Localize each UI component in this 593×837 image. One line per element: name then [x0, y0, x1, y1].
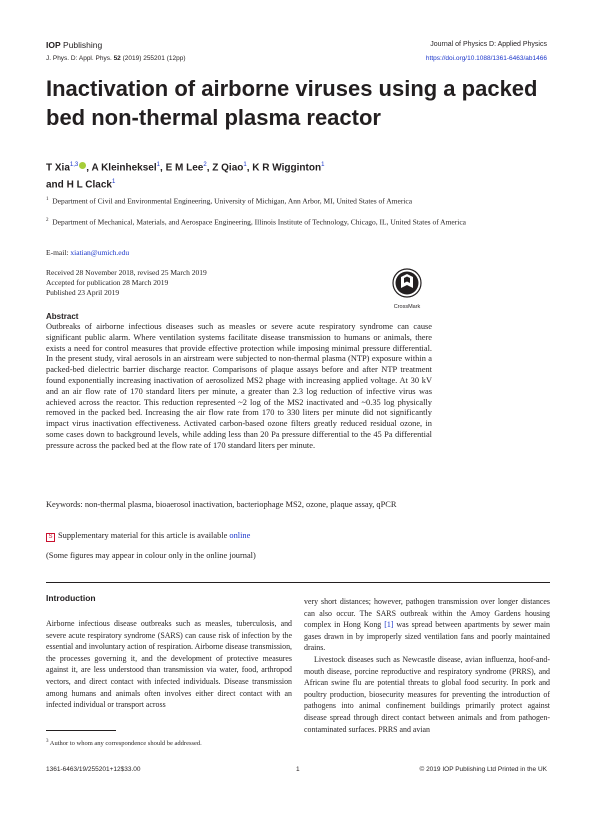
author-name: H L Clack: [66, 179, 112, 191]
author-affiliation-marker[interactable]: 1: [156, 162, 160, 168]
publication-dates: [46, 268, 207, 298]
footer-issn: 1361-6463/19/255201+12$33.00: [46, 766, 141, 773]
introduction-heading: Introduction: [46, 593, 96, 603]
journal-name: Journal of Physics D: Applied Physics: [430, 41, 547, 48]
intro-column-right: [304, 596, 550, 735]
footnote-divider: [46, 730, 116, 731]
author-affiliation-marker[interactable]: 1: [243, 162, 247, 168]
intro-paragraph-1: Airborne infectious disease outbreaks such as measles, tuberculosis, and severe acute respiratory syndrome (SARS) can cause risk of infection by the essential and involuntary action of respiration. Airborne disease transmission, the processes governing it, and the development of protective measures against it, are less understood than transmission via water, food, arthropod vectors, and direct contact with infected individuals. Disease transmission among humans and animals often involves either direct contact with an infected individual or transport across: [46, 619, 292, 710]
colour-note: (Some figures may appear in colour only in the online journal): [46, 551, 256, 560]
crossmark-icon: [392, 268, 422, 298]
intro-paragraph-1-cont: very short distances; however, pathogen transmission over longer distances can also occur. The SARS outbreak within the Amoy Gardens housing complex in Hong Kong [1] was spread between apartments by sewer main gases drawn in by improperly sized ventilation fans and poorly maintained drains.: [304, 597, 550, 653]
accepted-date: Accepted for publication 28 March 2019: [46, 278, 169, 287]
author-list: T Xia$^{1,3}$ , A Kleinheksel$^1$, E M Lee$^2$, Z Qiao$^1$, K R Wigginton$^1$ and H L Clack$^1$: [46, 162, 325, 191]
supplementary-icon: S: [46, 533, 55, 542]
author-affiliation-marker[interactable]: 2: [203, 162, 207, 168]
abstract-text: Outbreaks of airborne infectious diseases such as measles or severe acute respiratory syndrome can cause significant public alarm. Where ventilation systems facilitate disease transmission to humans or animals, there exists a need for control measures that provide effective protection while imposing minimal pressure differential. In the present study, viral aerosols in an airstream were subjected to non-thermal plasma (NTP) exposure within a packed-bed dielectric barrier discharge reactor. Comparisons of plaque assays before and after NTP treatment found exponentially increasing inactivation of aerosolized MS2 phage with increasing applied voltage. At 30 kV and an air flow rate of 170 standard liters per minute, a greater than 2.3 log reduction of infective virus was achieved across the reactor. This reduction represented ~2 log of the MS2 inactivated and ~0.35 log physically removed in the packed bed. Increasing the air flow rate from 170 to 330 liters per minute did not significantly impact virus inactivation effectiveness. Activated carbon-based ozone filters greatly reduced residual ozone, in some cases down to background levels, while adding less than 20 Pa pressure differential to the 45 Pa differential pressure across the packed bed at the flow rate of 170 standard liters per minute.: [46, 322, 432, 450]
author-separator: and: [46, 179, 67, 191]
section-divider: [46, 582, 550, 583]
author-name: Z Qiao: [212, 162, 244, 174]
author-name: K R Wigginton: [252, 162, 322, 174]
author-affiliation-marker[interactable]: 1,3: [69, 162, 79, 168]
footer-copyright: © 2019 IOP Publishing Ltd Printed in the UK: [419, 766, 547, 773]
doi-link[interactable]: https://doi.org/10.1088/1361-6463/ab1466: [425, 55, 547, 62]
footnote: $^3$ Author to whom any correspondence should be addressed.: [46, 739, 202, 748]
intro-paragraph-2: Livestock diseases such as Newcastle disease, avian influenza, hoof-and-mouth disease, porcine reproductive and respiratory syndrome (PRRS), and African swine flu are potential threats to global food security. In pork and poultry production, biosecurity measures for preventing the introduction of pathogens into animal confinement buildings primarily protect against disease spread through direct contact between animals and from pathogen-contaminated surfaces. PRRS and avian: [304, 654, 550, 734]
author-affiliation-marker[interactable]: 1: [111, 179, 116, 186]
reference-1-link[interactable]: [1]: [384, 620, 394, 630]
crossmark-label: CrossMark: [393, 304, 421, 310]
email-link[interactable]: xiatian@umich.edu: [70, 248, 130, 257]
email-line: E-mail: xiatian@umich.edu: [46, 248, 130, 257]
author-affiliation-marker[interactable]: 1: [321, 162, 325, 168]
keywords: Keywords: non-thermal plasma, bioaerosol inactivation, bacteriophage MS2, ozone, plaque assay, qPCR: [46, 500, 397, 509]
received-date: Received 28 November 2018, revised 25 March 2019: [46, 268, 207, 277]
published-date: Published 23 April 2019: [46, 288, 120, 297]
author-name: E M Lee: [165, 162, 204, 174]
affiliation-1: $^1$ Department of Civil and Environmental Engineering, University of Michigan, Ann Arbor, MI, United States of America: [46, 196, 413, 206]
supplementary-note: S Supplementary material for this article is available online: [46, 531, 250, 542]
crossmark-badge[interactable]: [387, 268, 427, 310]
orcid-icon[interactable]: [79, 162, 86, 169]
author-name: A Kleinheksel: [91, 162, 157, 174]
supplementary-online-link[interactable]: online: [229, 531, 251, 540]
citation: J. Phys. D: Appl. Phys. 52 (2019) 255201 (12pp): [46, 55, 186, 62]
intro-column-left: [46, 618, 292, 711]
publisher-logo: IOP Publishing: [46, 40, 103, 50]
affiliation-2: $^2$ Department of Mechanical, Materials, and Aerospace Engineering, Illinois Institute of Technology, Chicago, IL, United States of America: [46, 217, 466, 227]
author-name: T Xia: [46, 162, 70, 174]
page-number: 1: [296, 766, 300, 773]
article-title: Inactivation of airborne viruses using a packed bed non-thermal plasma reactor: [46, 76, 538, 130]
abstract-heading: Abstract: [46, 312, 79, 321]
